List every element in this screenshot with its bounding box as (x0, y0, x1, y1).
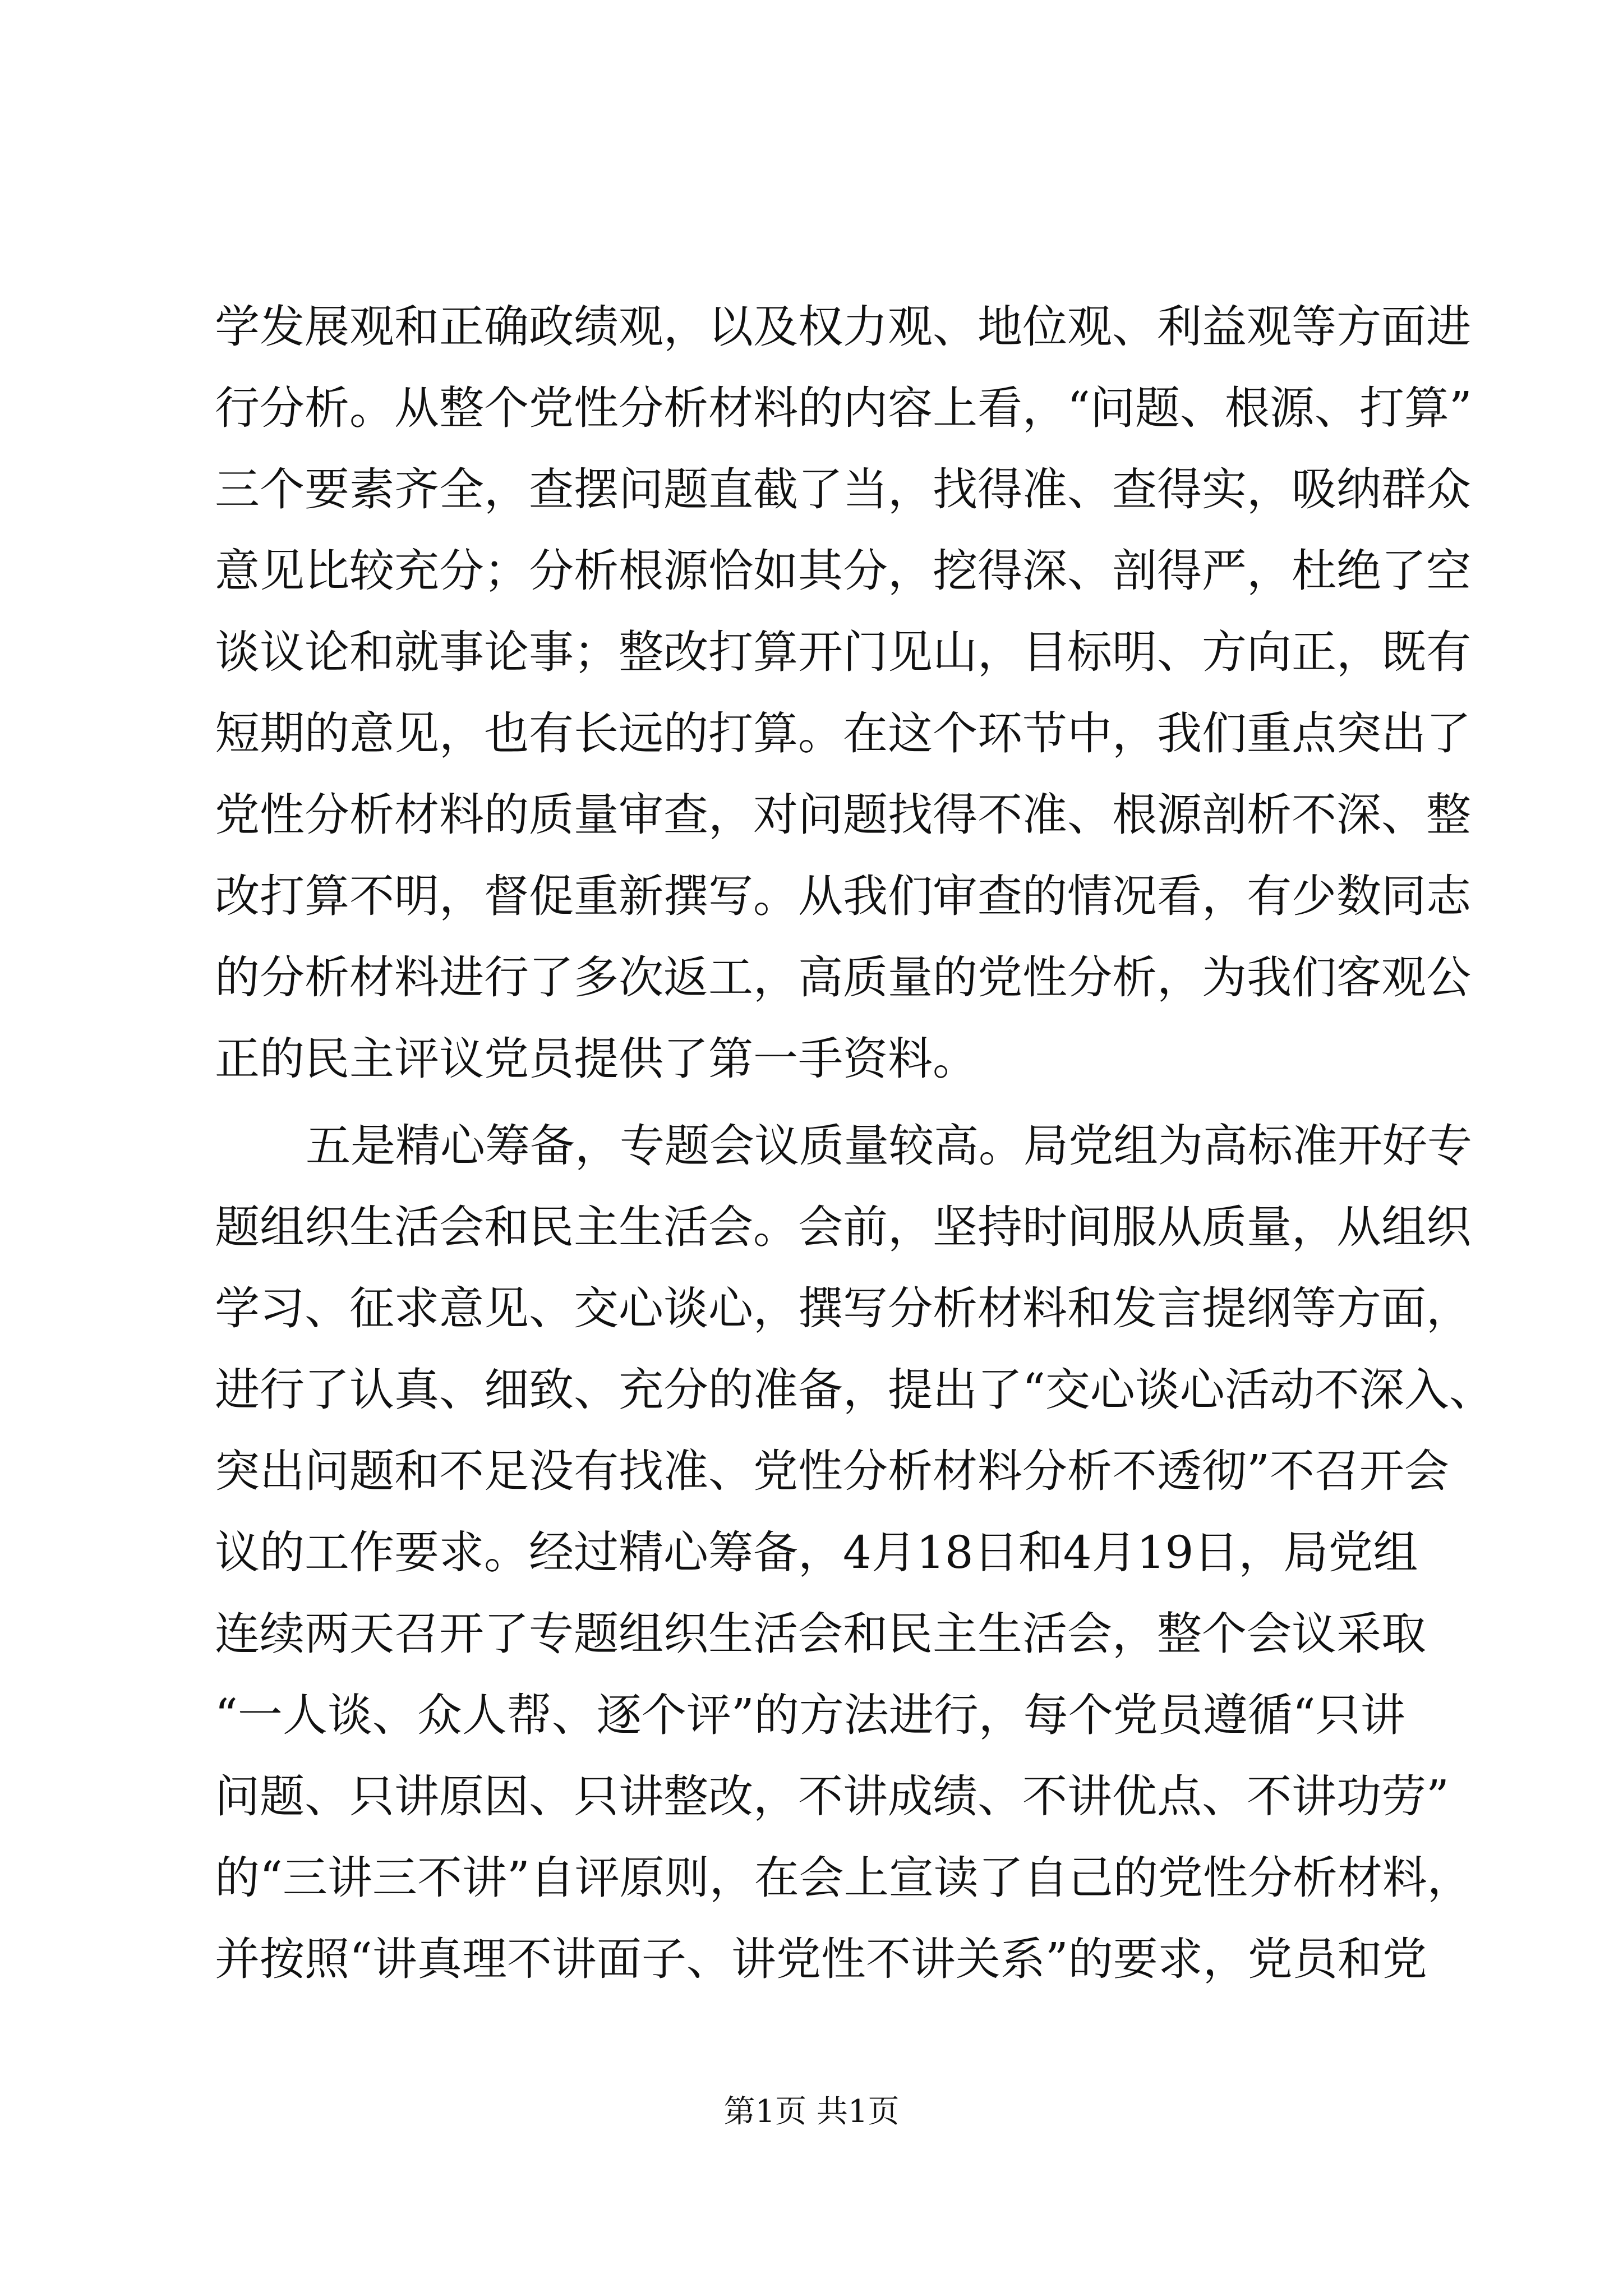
text-line: 连续两天召开了专题组织生活会和民主生活会，整个会议采取 (215, 1608, 1426, 1660)
page-footer (0, 2090, 1623, 2134)
text-line: 党性分析材料的质量审查，对问题找得不准、根源剖析不深、整 (215, 789, 1471, 841)
text-line: 三个要素齐全，查摆问题直截了当，找得准、查得实，吸纳群众 (215, 463, 1471, 516)
text-line: 短期的意见，也有长远的打算。在这个环节中，我们重点突出了 (215, 707, 1471, 760)
text-line: 突出问题和不足没有找准、党性分析材料分析不透彻”不召开会 (215, 1445, 1449, 1497)
text-line: 学习、征求意见、交心谈心，撰写分析材料和发言提纲等方面， (215, 1282, 1471, 1335)
text-line: 意见比较充分；分析根源恰如其分，挖得深、剖得严，杜绝了空 (215, 545, 1471, 597)
document-body (215, 286, 1494, 2000)
text-line: 题组织生活会和民主生活会。会前，坚持时间服从质量，从组织 (215, 1201, 1471, 1253)
text-line: 改打算不明，督促重新撰写。从我们审查的情况看，有少数同志 (215, 870, 1471, 922)
text-line: 议的工作要求。经过精心筹备，4月18日和4月19日，局党组 (215, 1526, 1418, 1579)
text-line: 进行了认真、细致、充分的准备，提出了“交心谈心活动不深入、 (215, 1364, 1494, 1416)
text-line: 并按照“讲真理不讲面子、讲党性不讲关系”的要求，党员和党 (215, 1933, 1427, 1985)
text-line: 谈议论和就事论事；整改打算开门见山，目标明、方向正，既有 (215, 626, 1471, 678)
text-line: 的“三讲三不讲”自评原则，在会上宣读了自己的党性分析材料， (215, 1852, 1472, 1904)
text-line: 问题、只讲原因、只讲整改，不讲成绩、不讲优点、不讲功劳” (215, 1770, 1449, 1823)
paragraph-1 (215, 286, 1472, 1099)
text-line: 正的民主评议党员提供了第一手资料。 (215, 1033, 978, 1085)
text-line: 行分析。从整个党性分析材料的内容上看，“问题、根源、打算” (215, 382, 1472, 434)
paragraph-2 (215, 1105, 1494, 2000)
text-line: 五是精心筹备，专题会议质量较高。局党组为高标准开好专 (306, 1120, 1472, 1172)
text-line: 的分析材料进行了多次返工，高质量的党性分析，为我们客观公 (215, 951, 1471, 1004)
text-line: “一人谈、众人帮、逐个评”的方法进行，每个党员遵循“只讲 (215, 1689, 1405, 1741)
page-number-label: 第1页 共1页 (723, 2093, 900, 2130)
paragraph-gap (215, 1099, 1401, 1105)
text-line: 学发展观和正确政绩观，以及权力观、地位观、利益观等方面进 (215, 301, 1471, 353)
